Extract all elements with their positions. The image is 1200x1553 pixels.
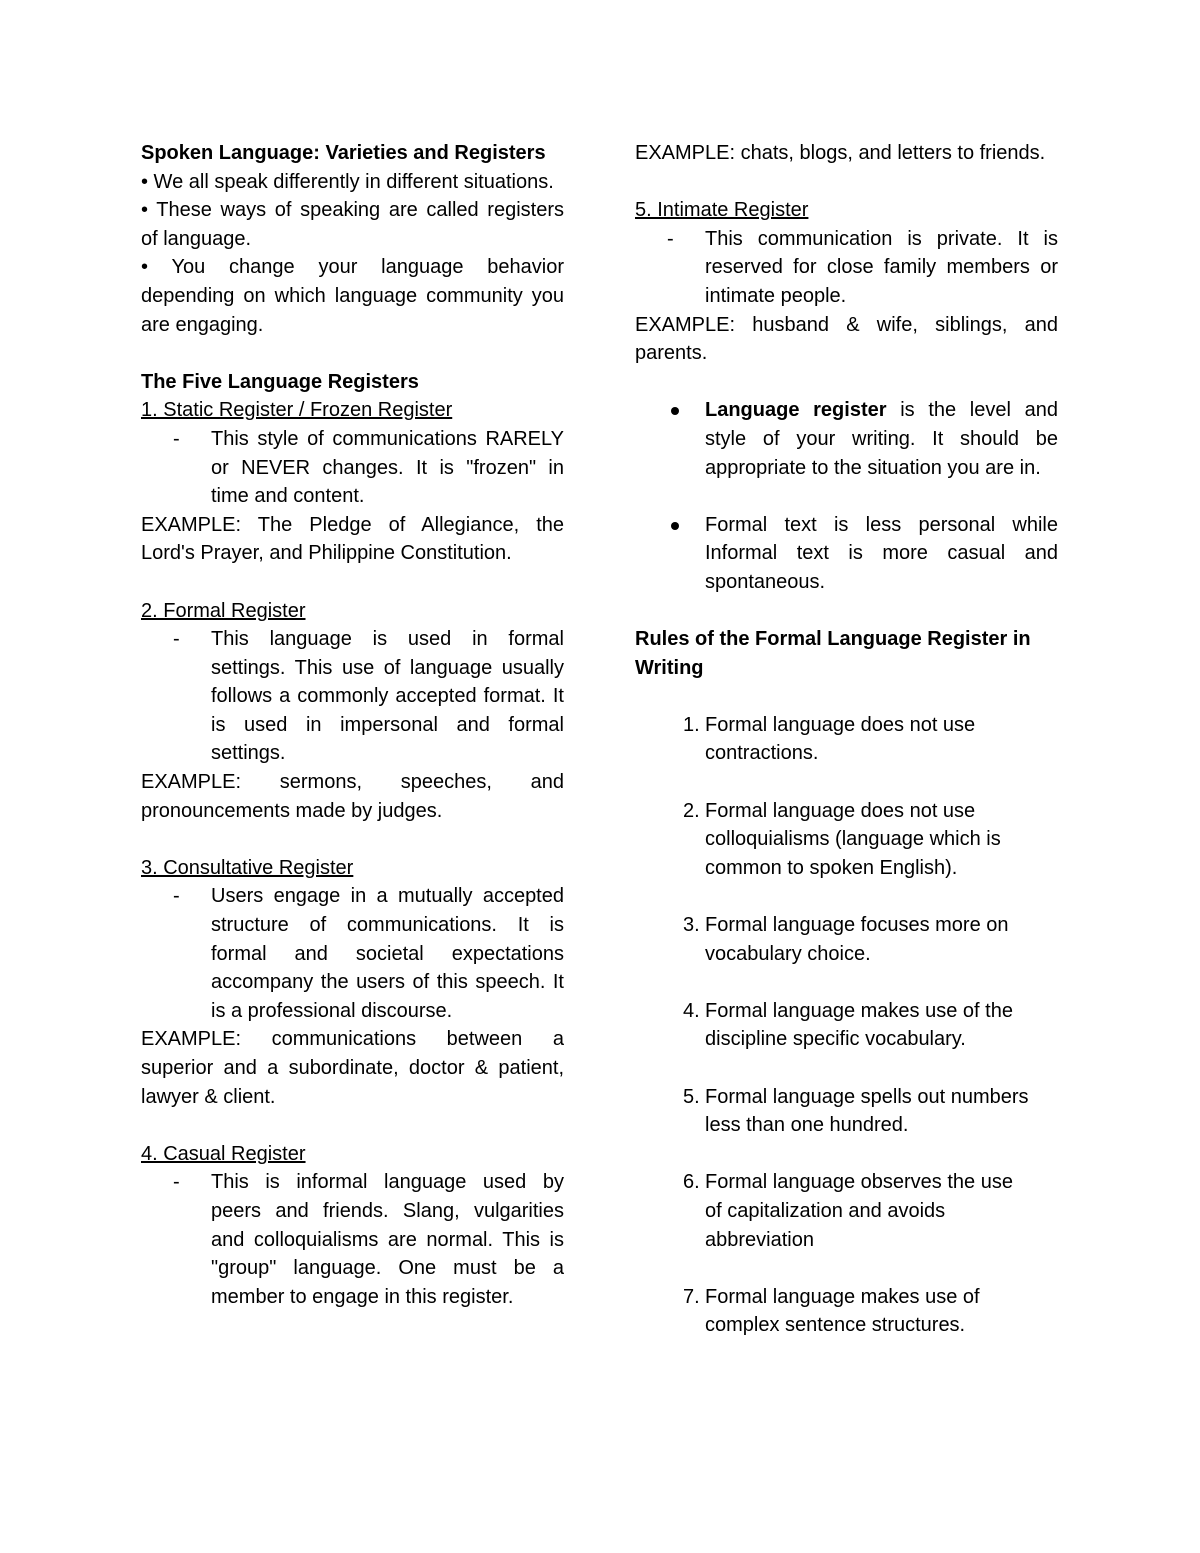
register-1-description: - This style of communications RARELY or NEVER changes. It is "frozen" in time and content. <box>173 425 564 511</box>
register-1-example: EXAMPLE: The Pledge of Allegiance, the Lord's Prayer, and Philippine Constitution. <box>141 513 564 565</box>
dash-marker: - <box>173 427 180 450</box>
rules-heading: Rules of the Formal Language Register in Writing <box>635 628 1031 679</box>
intro-bullet: • These ways of speaking are called registers of language. <box>141 199 564 250</box>
register-2-description: - This language is used in formal settings. This use of language usually follows a commonly accepted format. It is used in impersonal and formal settings. <box>173 625 564 768</box>
register-2-heading: 2. Formal Register <box>141 599 306 622</box>
intro-bullet: • You change your language behavior depending on which language community you are engaging. <box>141 256 564 336</box>
bullet-language-register: Language register is the level and style of your writing. It should be appropriate to the situation you are in. <box>669 396 1058 482</box>
register-3-heading: 3. Consultative Register <box>141 856 354 879</box>
left-column <box>141 139 564 1311</box>
register-5-example: EXAMPLE: husband & wife, siblings, and parents. <box>635 313 1058 365</box>
register-5-description: - This communication is private. It is reserved for close family members or intimate people. <box>667 225 1058 311</box>
rule-item: 4. Formal language makes use of the discipline specific vocabulary. <box>683 999 1013 1051</box>
rule-item: 2. Formal language does not use colloquialisms (language which is common to spoken English). <box>683 799 1001 879</box>
bullet-dot-icon <box>669 511 705 597</box>
rule-item: 1. Formal language does not use contractions. <box>683 713 976 765</box>
register-4-heading: 4. Casual Register <box>141 1142 306 1165</box>
register-2-example: EXAMPLE: sermons, speeches, and pronouncements made by judges. <box>141 771 564 822</box>
rule-item: 3. Formal language focuses more on vocabulary choice. <box>683 914 1009 965</box>
register-1-heading: 1. Static Register / Frozen Register <box>141 399 453 422</box>
five-registers-heading: The Five Language Registers <box>141 370 419 393</box>
register-3-description: - Users engage in a mutually accepted structure of communications. It is formal and societal expectations accompany the users of this speech. It is a professional discourse. <box>173 882 564 1025</box>
register-4-description: - This is informal language used by peers and friends. Slang, vulgarities and colloquialisms are normal. This is "group" language. One must be a member to engage in this register. <box>173 1168 564 1311</box>
dash-marker: - <box>667 227 674 250</box>
register-5-heading: 5. Intimate Register <box>635 199 809 222</box>
document-title: Spoken Language: Varieties and Registers <box>141 142 546 164</box>
dash-marker: - <box>173 1171 180 1194</box>
right-column <box>635 139 1058 1340</box>
bullet-formal-informal: Formal text is less personal while Informal text is more casual and spontaneous. <box>669 511 1058 597</box>
dash-marker: - <box>173 885 180 908</box>
dash-marker: - <box>173 628 180 651</box>
intro-bullet: • We all speak differently in different situations. <box>141 170 554 193</box>
rule-item: 7. Formal language makes use of complex sentence structures. <box>683 1285 980 1337</box>
rule-item: 5. Formal language spells out numbers less than one hundred. <box>683 1085 1029 1137</box>
bullet-dot-icon <box>669 396 705 482</box>
rule-item: 6. Formal language observes the use of capitalization and avoids abbreviation <box>683 1171 1013 1251</box>
register-4-example: EXAMPLE: chats, blogs, and letters to friends. <box>635 142 1046 164</box>
register-3-example: EXAMPLE: communications between a superior and a subordinate, doctor & patient, lawyer & client. <box>141 1028 564 1108</box>
